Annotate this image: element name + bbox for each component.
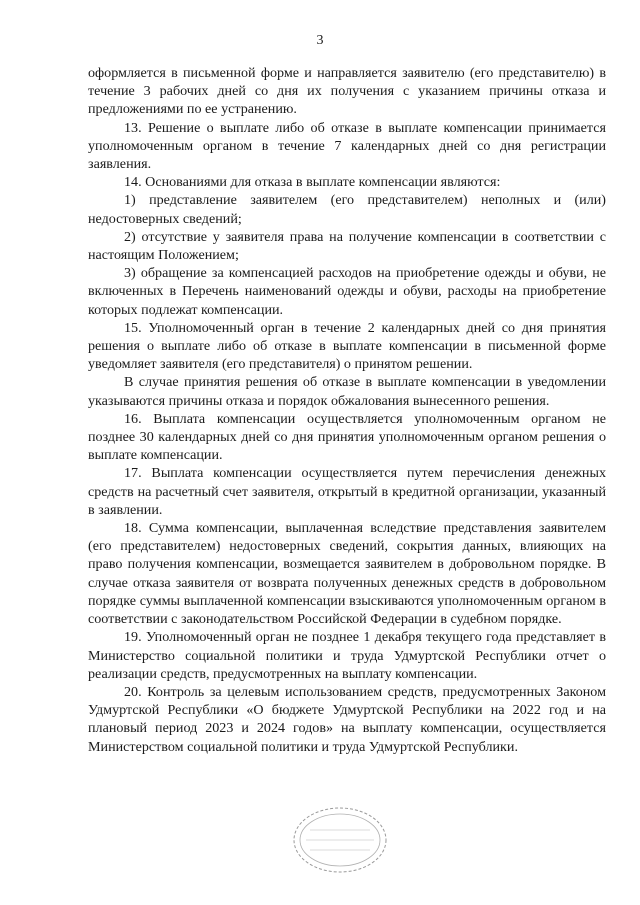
paragraph-20: 20. Контроль за целевым использованием средств, предусмотренных Законом Удмуртской Республики «О бюджете Удмуртской Республики на 2022 год и на плановый период 2023 и 2024 годов» на выплату компенсации, осуществляется Министерством социальной политики и труда Удмуртской Республики. — [88, 683, 606, 755]
list-item-3: 3) обращение за компенсацией расходов на приобретение одежды и обуви, не включенных в Перечень наименований одежды и обуви, расходы на приобретение которых подлежат компенсации. — [88, 265, 606, 318]
paragraph-18: 18. Сумма компенсации, выплаченная вследствие представления заявителем (его представителем) недостоверных сведений, сокрытия данных, влияющих на право получения компенсации, возмещается заявителем в добровольном порядке. В случае отказа заявителя от возврата полученных денежных средств в добровольном порядке суммы выплаченной компенсации взыскиваются уполномоченным органом в соответствии с законодательством Российской Федерации в судебном порядке. — [88, 520, 606, 628]
paragraph-13: 13. Решение о выплате либо об отказе в выплате компенсации принимается уполномоченным органом в течение 7 календарных дней со дня регистрации заявления. — [88, 119, 606, 173]
stamp-seal-icon — [290, 804, 390, 876]
paragraph-15: 15. Уполномоченный орган в течение 2 календарных дней со дня принятия решения о выплате либо об отказе в выплате компенсации в письменной форме уведомляет заявителя (его представителя) о принятом решении. — [88, 319, 606, 373]
paragraph-19: 19. Уполномоченный орган не позднее 1 декабря текущего года представляет в Министерство социальной политики и труда Удмуртской Республики отчет о реализации средств, предусмотренных на выплату компенсации. — [88, 629, 606, 682]
paragraph-14: 14. Основаниями для отказа в выплате компенсации являются: — [124, 174, 501, 191]
list-item-1: 1) представление заявителем (его представителем) неполных и (или) недостоверных сведений; — [88, 192, 606, 227]
paragraph-continuation: оформляется в письменной форме и направляется заявителю (его представителю) в течение 3 рабочих дней со дня их получения с указанием причины отказа и предложениями по ее устранению. — [88, 65, 606, 118]
official-stamp — [290, 804, 390, 876]
paragraph-17: 17. Выплата компенсации осуществляется путем перечисления денежных средств на расчетный счет заявителя, открытый в кредитной организации, указанный в заявлении. — [88, 465, 606, 518]
list-item-2: 2) отсутствие у заявителя права на получение компенсации в соответствии с настоящим Положением; — [88, 228, 606, 264]
paragraph-16: 16. Выплата компенсации осуществляется уполномоченным органом не позднее 30 календарных дней со дня принятия уполномоченным органом решения о выплате компенсации. — [88, 410, 606, 464]
page-number: 3 — [316, 33, 324, 48]
document-body — [88, 64, 606, 756]
paragraph-15-continuation: В случае принятия решения об отказе в выплате компенсации в уведомлении указываются причины отказа и порядок обжалования вынесенного решения. — [88, 374, 606, 409]
